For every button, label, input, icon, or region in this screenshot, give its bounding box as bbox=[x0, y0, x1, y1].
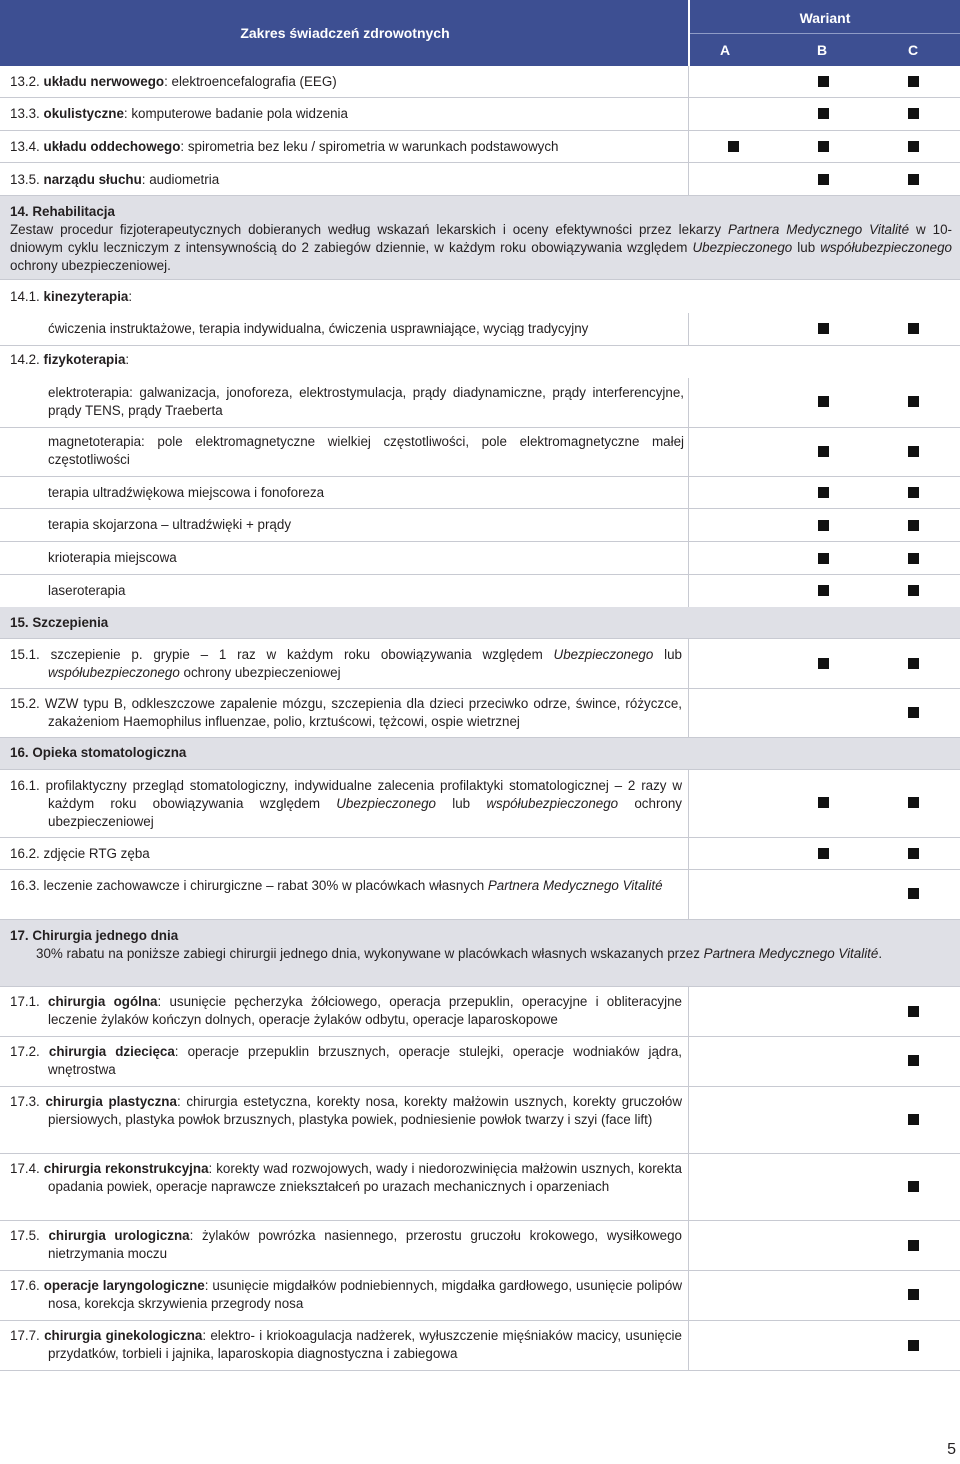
scope-title: Zakres świadczeń zdrowotnych bbox=[240, 25, 450, 41]
row-text: 15.2. WZW typu B, odkleszczowe zapalenie mózgu, szczepienia dla dzieci przeciwko odrze, śwince, różyczce, zakażeniom Haemophilus influenzae, polio, krztuścowi, tężcowi, ospie wietrznej bbox=[10, 696, 682, 729]
row-text: 16.1. profilaktyczny przegląd stomatologiczny, indywidualne zalecenia profilaktyki stomatologicznej – 2 razy w każdym roku obowiązywania względem Ubezpieczonego lub współubezpieczonego ochrony ubezpieczeniowej bbox=[10, 778, 682, 829]
row-text: terapia ultradźwiękowa miejscowa i fonoforeza bbox=[48, 485, 325, 500]
included-marker-c bbox=[908, 1006, 919, 1017]
row-text: 17.3. chirurgia plastyczna: chirurgia estetyczna, korekty nosa, korekty małżowin usznych, korekty gruczołów piersiowych, plastyka powłok brzusznych, plastyka powiek, podniesienie powłok twarzy i szyi (face lift) bbox=[10, 1094, 682, 1127]
variant-header-cell bbox=[690, 0, 960, 66]
section-header-szczepienia bbox=[0, 607, 960, 639]
table-row bbox=[0, 428, 960, 477]
table-row bbox=[0, 689, 960, 738]
included-marker-b bbox=[818, 797, 829, 808]
included-marker-a bbox=[728, 141, 739, 152]
row-text: 15.1. szczepienie p. grypie – 1 raz w każdym roku obowiązywania względem Ubezpieczonego lub współubezpieczonego ochrony ubezpieczeniowej bbox=[10, 647, 682, 680]
variant-col-c: C bbox=[907, 42, 919, 58]
section-header-stomatologia bbox=[0, 738, 960, 770]
included-marker-b bbox=[818, 323, 829, 334]
included-marker-b bbox=[818, 658, 829, 669]
table-row bbox=[0, 509, 960, 542]
row-text: ćwiczenia instruktażowe, terapia indywidualna, ćwiczenia usprawniające, wyciąg tradycyjny bbox=[48, 321, 589, 336]
table-row bbox=[0, 1037, 960, 1087]
included-marker-c bbox=[908, 1340, 919, 1351]
row-text: laseroterapia bbox=[48, 583, 126, 598]
included-marker-b bbox=[818, 396, 829, 407]
included-marker-b bbox=[818, 141, 829, 152]
included-marker-c bbox=[908, 174, 919, 185]
table-row bbox=[0, 280, 960, 313]
scope-header-cell bbox=[0, 0, 688, 66]
row-text: elektroterapia: galwanizacja, jonoforeza, elektrostymulacja, prądy diadynamiczne, prądy interferencyjne, prądy TENS, prądy Traeberta bbox=[48, 385, 684, 418]
section-text: 17. Chirurgia jednego dnia 30% rabatu na poniższe zabiegi chirurgii jednego dnia, wykonywane w placówkach własnych wskazanych przez Partnera Medycznego Vitalité. bbox=[10, 928, 883, 961]
row-text: terapia skojarzona – ultradźwięki + prądy bbox=[48, 517, 292, 532]
included-marker-c bbox=[908, 797, 919, 808]
page-number: 5 bbox=[947, 1441, 956, 1458]
table-row bbox=[0, 378, 960, 428]
table-row bbox=[0, 1271, 960, 1321]
included-marker-b bbox=[818, 446, 829, 457]
included-marker-b bbox=[818, 108, 829, 119]
included-marker-c bbox=[908, 658, 919, 669]
table-row bbox=[0, 1087, 960, 1154]
included-marker-b bbox=[818, 174, 829, 185]
included-marker-b bbox=[818, 553, 829, 564]
variant-col-a: A bbox=[719, 42, 731, 58]
included-marker-c bbox=[908, 1114, 919, 1125]
included-marker-c bbox=[908, 487, 919, 498]
table-row bbox=[0, 131, 960, 163]
table-row bbox=[0, 163, 960, 196]
row-text: 17.7. chirurgia ginekologiczna: elektro- i kriokoagulacja nadżerek, wyłuszczenie mięśniaków macicy, usunięcie przydatków, torbieli i jajnika, laparoskopia diagnostyczna i zabiegowa bbox=[10, 1328, 682, 1361]
included-marker-c bbox=[908, 446, 919, 457]
table-row bbox=[0, 838, 960, 870]
included-marker-b bbox=[818, 520, 829, 531]
table-row bbox=[0, 770, 960, 838]
table-row bbox=[0, 987, 960, 1037]
table-row bbox=[0, 346, 960, 378]
table-row bbox=[0, 313, 960, 346]
section-header-rehabilitacja bbox=[0, 196, 960, 280]
included-marker-b bbox=[818, 585, 829, 596]
row-text: 13.2. układu nerwowego: elektroencefalografia (EEG) bbox=[10, 74, 337, 89]
variant-title: Wariant bbox=[799, 10, 851, 26]
table-row bbox=[0, 575, 960, 607]
row-text: 17.5. chirurgia urologiczna: żylaków powrózka nasiennego, przerostu gruczołu krokowego, wysiłkowego nietrzymania moczu bbox=[10, 1228, 682, 1261]
row-text: krioterapia miejscowa bbox=[48, 550, 177, 565]
section-header-chirurgia bbox=[0, 920, 960, 987]
table-header bbox=[0, 0, 960, 66]
table-row bbox=[0, 542, 960, 575]
included-marker-c bbox=[908, 1181, 919, 1192]
table-row bbox=[0, 66, 960, 98]
row-text: 16.3. leczenie zachowawcze i chirurgiczne – rabat 30% w placówkach własnych Partnera Medycznego Vitalité bbox=[10, 878, 663, 893]
included-marker-c bbox=[908, 848, 919, 859]
row-text: 17.1. chirurgia ogólna: usunięcie pęcherzyka żółciowego, operacja przepuklin, operacyjne i obliteracyjne leczenie żylaków kończyn dolnych, operacje żylaków odbytu, operacje laparoskopowe bbox=[10, 994, 682, 1027]
table-row bbox=[0, 477, 960, 509]
table-row bbox=[0, 639, 960, 689]
included-marker-c bbox=[908, 553, 919, 564]
table-row bbox=[0, 1154, 960, 1221]
section-title: 15. Szczepienia bbox=[10, 615, 109, 630]
row-text: 14.2. fizykoterapia: bbox=[10, 352, 130, 367]
row-text: magnetoterapia: pole elektromagnetyczne wielkiej częstotliwości, pole elektromagnetyczne małej częstotliwości bbox=[48, 434, 684, 467]
row-text: 13.3. okulistyczne: komputerowe badanie pola widzenia bbox=[10, 106, 348, 121]
variant-col-b: B bbox=[816, 42, 828, 58]
included-marker-c bbox=[908, 1055, 919, 1066]
included-marker-c bbox=[908, 141, 919, 152]
included-marker-c bbox=[908, 396, 919, 407]
table-row bbox=[0, 870, 960, 920]
included-marker-c bbox=[908, 323, 919, 334]
row-text: 17.2. chirurgia dziecięca: operacje przepuklin brzusznych, operacje stulejki, operacje wodniaków jądra, wnętrostwa bbox=[10, 1044, 682, 1077]
table-row bbox=[0, 1221, 960, 1271]
included-marker-c bbox=[908, 520, 919, 531]
included-marker-c bbox=[908, 76, 919, 87]
row-text: 13.4. układu oddechowego: spirometria bez leku / spirometria w warunkach podstawowych bbox=[10, 139, 559, 154]
included-marker-b bbox=[818, 487, 829, 498]
included-marker-c bbox=[908, 1240, 919, 1251]
row-text: 14.1. kinezyterapia: bbox=[10, 289, 133, 304]
included-marker-c bbox=[908, 585, 919, 596]
section-text: 14. Rehabilitacja Zestaw procedur fizjoterapeutycznych dobieranych według wskazań lekarskich i oceny efektywności przez lekarzy Partnera Medycznego Vitalité w 10-dniowym cyklu leczniczym z intensywnością do 2 zabiegów dziennie, w każdym roku obowiązywania względem Ubezpieczonego lub współubezpieczonego ochrony ubezpieczeniowej. bbox=[10, 204, 952, 273]
included-marker-b bbox=[818, 76, 829, 87]
section-title: 16. Opieka stomatologiczna bbox=[10, 745, 187, 760]
row-text: 13.5. narządu słuchu: audiometria bbox=[10, 172, 220, 187]
row-text: 17.6. operacje laryngologiczne: usunięcie migdałków podniebiennych, migdałka gardłowego, usunięcie polipów nosa, korekcja skrzywienia przegrody nosa bbox=[10, 1278, 682, 1311]
row-text: 16.2. zdjęcie RTG zęba bbox=[10, 846, 150, 861]
included-marker-c bbox=[908, 1289, 919, 1300]
included-marker-c bbox=[908, 707, 919, 718]
included-marker-b bbox=[818, 848, 829, 859]
table-row bbox=[0, 1321, 960, 1371]
table-row bbox=[0, 98, 960, 131]
row-text: 17.4. chirurgia rekonstrukcyjna: korekty wad rozwojowych, wady i niedorozwinięcia małżowin usznych, korekta opadania powiek, operacje naprawcze zniekształceń po urazach mechanicznych i oparzeniach bbox=[10, 1161, 682, 1194]
included-marker-c bbox=[908, 888, 919, 899]
header-divider bbox=[690, 33, 960, 34]
included-marker-c bbox=[908, 108, 919, 119]
